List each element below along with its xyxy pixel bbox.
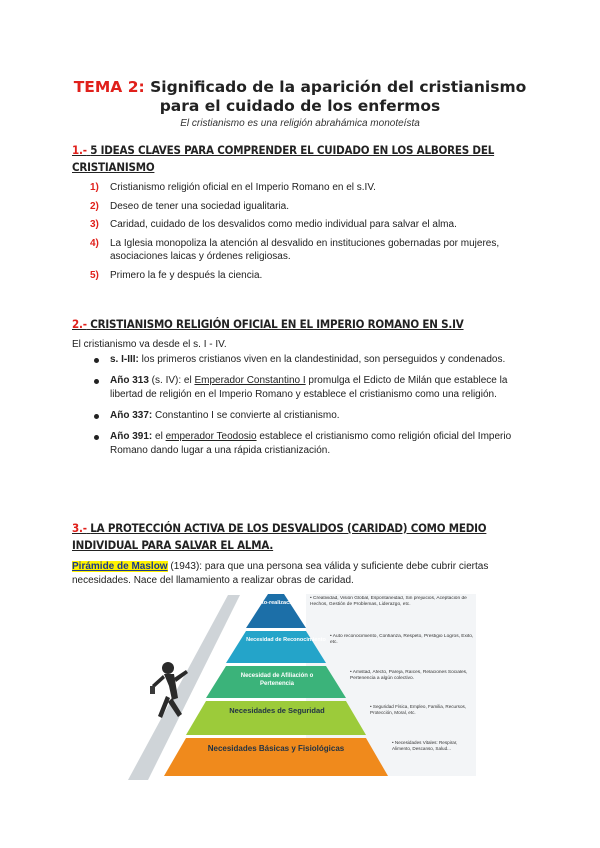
tema-label: TEMA 2: [73, 78, 145, 96]
list-item [92, 409, 512, 423]
section1-heading [72, 142, 532, 176]
constantino-link[interactable]: Emperador Constantino I [194, 375, 306, 386]
bullet-text: (s. IV): el [148, 375, 195, 386]
maslow-paragraph [72, 560, 522, 588]
item-text: La Iglesia monopoliza la atención al desvalido en instituciones gobernadas por mujeres, asociaciones laicas y órdenes religiosas. [110, 237, 500, 262]
bullet-text: Constantino I se convierte al cristianismo. [152, 410, 340, 421]
page-subtitle: El cristianismo es una religión abrahámica monoteísta [180, 118, 420, 129]
bullet-text: el [152, 431, 166, 442]
bullet-text: los primeros cristianos viven en la clandestinidad, son perseguidos y condenados. [138, 354, 506, 365]
bullet-bold: Año 337: [110, 410, 153, 421]
list-item [90, 218, 510, 232]
bullet-bold: Año 313 [110, 375, 149, 386]
section2-heading-text: CRISTIANISMO RELIGIÓN OFICIAL EN EL IMPERIO ROMANO EN S.IV [90, 317, 464, 331]
item-number: 2) [90, 200, 99, 212]
level-3-label: Necesidad de Afiliación o Pertenencia [240, 673, 314, 687]
level-4-label: Necesidades de Seguridad [229, 706, 325, 715]
item-text: Primero la fe y después la ciencia. [110, 269, 263, 281]
maslow-link[interactable]: Pirámide de Maslow [72, 561, 168, 572]
section1-list [90, 181, 510, 287]
page-title [60, 78, 540, 116]
item-text: Deseo de tener una sociedad igualitaria. [110, 200, 290, 212]
level-5-detail: • Necesidades Vitales: Respirar, Alimento, Descanso, Salud... [392, 740, 458, 751]
maslow-pyramid-figure [128, 590, 478, 780]
level-2-detail: • Auto reconocimiento, Confianza, Respeto, Prestigio Logros, Éxito, etc. [330, 634, 474, 646]
item-text: Caridad, cuidado de los desvalidos como medio individual para salvar el alma. [110, 219, 457, 230]
item-number: 5) [90, 269, 99, 281]
item-text: Cristianismo religión oficial en el Imperio Romano en el s.IV. [110, 182, 376, 193]
level-1-label: Auto-realización [254, 600, 298, 606]
section2-num: 2.- [72, 317, 87, 331]
maslow-text: (1943): para que una persona sea válida y suficiente debe cubrir ciertas necesidades. Nace del llamamiento a realizar obras de caridad. [72, 561, 489, 586]
level-4-detail: • Seguridad Física, Empleo, Familia, Recursos, Protección, Moral, etc. [370, 704, 467, 715]
level-2-label: Necesidad de Reconocimiento [246, 637, 326, 643]
section3-heading [72, 520, 532, 554]
level-5-label: Necesidades Básicas y Fisiológicas [207, 744, 345, 753]
teodosio-link[interactable]: emperador Teodosio [165, 431, 257, 442]
bullet-bold: Año 391: [110, 431, 153, 442]
list-item [92, 353, 512, 367]
list-item [92, 374, 512, 402]
section3-num: 3.- [72, 521, 87, 535]
list-item [90, 200, 510, 214]
title-text: Significado de la aparición del cristianismo para el cuidado de los enfermos [150, 78, 527, 115]
list-item [92, 430, 512, 458]
section2-heading [72, 316, 532, 333]
list-item [90, 237, 510, 264]
list-item [90, 269, 510, 283]
item-number: 1) [90, 182, 99, 193]
bullet-text: promulga el Edicto de Milán que establece la libertad de religión en el Imperio Romano y establece el cristianismo como una religión. [110, 375, 508, 400]
section1-heading-text: 5 IDEAS CLAVES PARA COMPRENDER EL CUIDADO EN LOS ALBORES DEL CRISTIANISMO [72, 143, 495, 174]
bullet-text: establece el cristianismo como religión oficial del Imperio Romano dando lugar a una rápida cristianización. [110, 431, 512, 456]
level-3-detail: • Amistad, Afecto, Pareja, Raíces, Relaciones Sociales, Pertenencia a algún colectivo. [350, 670, 468, 682]
section3-heading-text: LA PROTECCIÓN ACTIVA DE LOS DESVALIDOS (CARIDAD) COMO MEDIO INDIVIDUAL PARA SALVAR EL ALMA. [72, 521, 487, 552]
section2-intro: El cristianismo va desde el s. I - IV. [72, 339, 227, 350]
item-number: 4) [90, 237, 99, 249]
item-number: 3) [90, 219, 99, 230]
section1-num: 1.- [72, 143, 87, 157]
list-item [90, 181, 510, 195]
bullet-bold: s. I-III: [110, 354, 139, 365]
section2-list [92, 353, 512, 465]
level-1-detail: • Creatividad, Visión Global, Espontaneidad, Sin prejuicios, Aceptación de Hechos, Gestión de Problemas, Liderazgo, etc. [310, 596, 467, 608]
